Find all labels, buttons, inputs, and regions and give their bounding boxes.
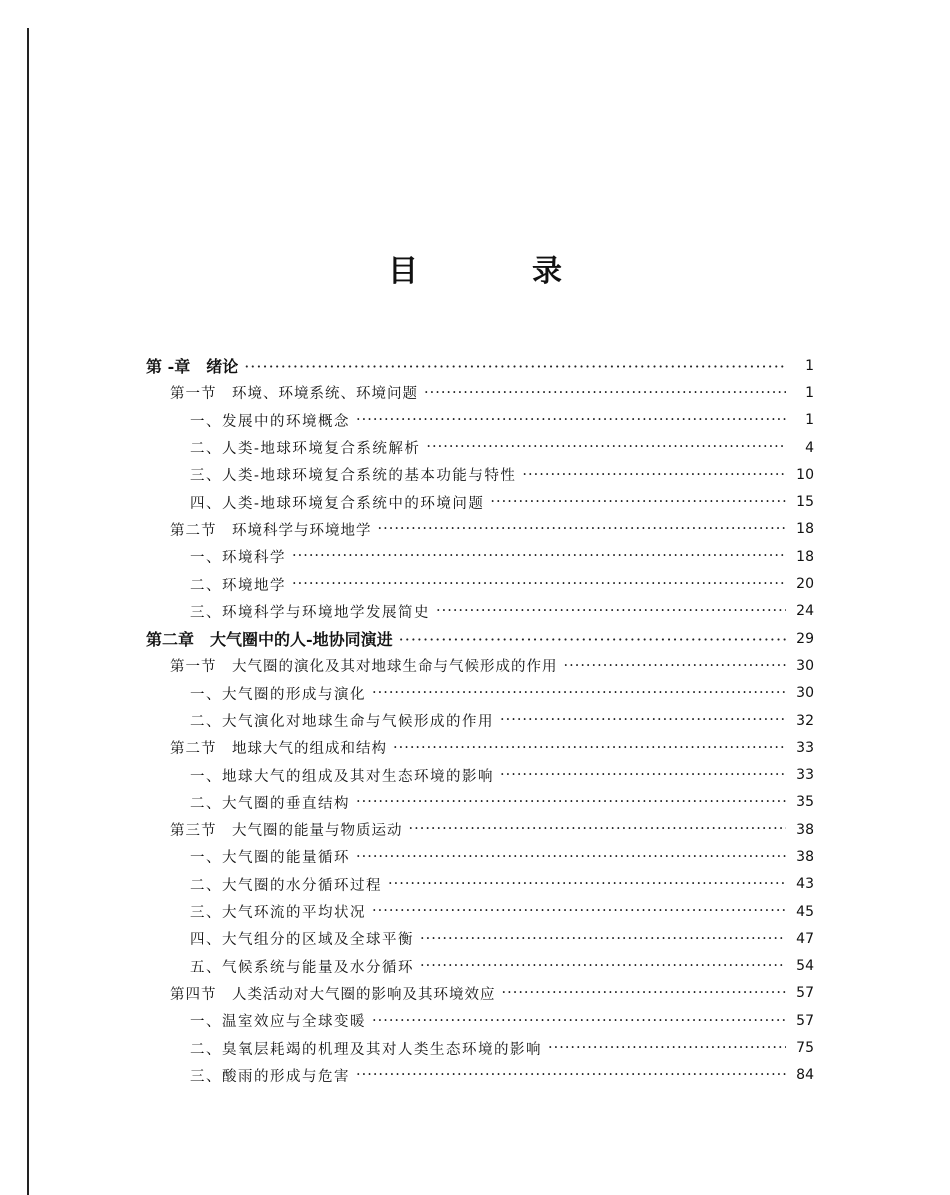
toc-entry-page-number: 33 xyxy=(796,767,814,784)
toc-entry-label: 第一节 环境、环境系统、环境问题 xyxy=(170,386,418,403)
toc-entry-page-number: 18 xyxy=(796,521,814,538)
toc-dot-leader xyxy=(388,877,786,892)
page-title-char-2: 录 xyxy=(532,254,562,290)
toc-entry-label: 二、大气圈的垂直结构 xyxy=(190,795,350,812)
toc-entry-label: 二、大气圈的水分循环过程 xyxy=(190,877,382,894)
toc-section-entry[interactable] xyxy=(146,652,814,679)
toc-entry-page-number: 45 xyxy=(796,903,814,920)
toc-subsection-entry[interactable] xyxy=(146,488,814,515)
toc-entry-label: 四、人类-地球环境复合系统中的环境问题 xyxy=(190,495,485,512)
toc-section-entry[interactable] xyxy=(146,379,814,406)
toc-entry-page-number: 57 xyxy=(796,1012,814,1029)
toc-dot-leader xyxy=(548,1041,786,1056)
toc-entry-page-number: 54 xyxy=(796,958,814,975)
toc-entry-page-number: 10 xyxy=(796,466,814,483)
toc-entry-page-number: 1 xyxy=(805,384,814,401)
toc-section-entry[interactable] xyxy=(146,516,814,543)
toc-entry-page-number: 35 xyxy=(796,794,814,811)
table-of-contents xyxy=(146,352,814,1089)
toc-entry-label: 三、酸雨的形成与危害 xyxy=(190,1068,350,1085)
toc-entry-label: 第一节 大气圈的演化及其对地球生命与气候形成的作用 xyxy=(170,659,558,676)
toc-dot-leader xyxy=(356,850,786,865)
toc-section-entry[interactable] xyxy=(146,980,814,1007)
toc-subsection-entry[interactable] xyxy=(146,953,814,980)
toc-entry-page-number: 1 xyxy=(805,412,814,429)
toc-dot-leader xyxy=(356,1068,786,1083)
toc-dot-leader xyxy=(372,1014,786,1029)
toc-subsection-entry[interactable] xyxy=(146,761,814,788)
toc-entry-label: 二、臭氧层耗竭的机理及其对人类生态环境的影响 xyxy=(190,1041,542,1058)
toc-dot-leader xyxy=(244,358,786,374)
toc-dot-leader xyxy=(424,386,786,401)
toc-entry-page-number: 43 xyxy=(796,876,814,893)
toc-subsection-entry[interactable] xyxy=(146,789,814,816)
toc-entry-label: 三、人类-地球环境复合系统的基本功能与特性 xyxy=(190,468,517,485)
toc-dot-leader xyxy=(522,468,786,483)
toc-entry-label: 第二章 大气圈中的人-地协同演进 xyxy=(146,630,393,650)
toc-dot-leader xyxy=(372,686,786,701)
toc-dot-leader xyxy=(420,959,786,974)
toc-dot-leader xyxy=(356,795,786,810)
toc-chapter-entry[interactable] xyxy=(146,625,814,652)
toc-dot-leader xyxy=(356,413,786,428)
toc-entry-page-number: 38 xyxy=(796,848,814,865)
toc-subsection-entry[interactable] xyxy=(146,543,814,570)
toc-dot-leader xyxy=(436,604,786,619)
toc-entry-label: 第二节 地球大气的组成和结构 xyxy=(170,741,387,758)
toc-entry-page-number: 47 xyxy=(796,930,814,947)
toc-dot-leader xyxy=(372,904,786,919)
toc-entry-page-number: 57 xyxy=(796,985,814,1002)
page-title xyxy=(0,246,950,290)
toc-dot-leader xyxy=(409,822,787,837)
toc-entry-label: 二、环境地学 xyxy=(190,577,286,594)
toc-entry-label: 第四节 人类活动对大气圈的影响及其环境效应 xyxy=(170,986,496,1003)
toc-entry-page-number: 30 xyxy=(796,685,814,702)
toc-entry-page-number: 20 xyxy=(796,576,814,593)
toc-dot-leader xyxy=(426,440,786,455)
toc-entry-page-number: 15 xyxy=(796,494,814,511)
toc-entry-label: 一、发展中的环境概念 xyxy=(190,413,350,430)
toc-entry-label: 一、大气圈的形成与演化 xyxy=(190,686,366,703)
toc-subsection-entry[interactable] xyxy=(146,1062,814,1089)
toc-subsection-entry[interactable] xyxy=(146,461,814,488)
toc-entry-label: 三、环境科学与环境地学发展简史 xyxy=(190,604,430,621)
toc-entry-label: 一、温室效应与全球变暖 xyxy=(190,1014,366,1031)
toc-entry-page-number: 30 xyxy=(796,657,814,674)
toc-entry-page-number: 84 xyxy=(796,1067,814,1084)
toc-entry-label: 二、大气演化对地球生命与气候形成的作用 xyxy=(190,714,494,730)
toc-dot-leader xyxy=(500,713,786,728)
toc-dot-leader xyxy=(490,495,786,510)
toc-entry-page-number: 18 xyxy=(796,548,814,565)
toc-subsection-entry[interactable] xyxy=(146,680,814,707)
toc-subsection-entry[interactable] xyxy=(146,570,814,597)
toc-entry-page-number: 38 xyxy=(796,821,814,838)
toc-entry-label: 第 -章 绪论 xyxy=(146,357,239,377)
toc-entry-label: 三、大气环流的平均状况 xyxy=(190,905,366,922)
toc-entry-label: 五、气候系统与能量及水分循环 xyxy=(190,959,414,976)
toc-entry-label: 一、地球大气的组成及其对生态环境的影响 xyxy=(190,768,494,785)
toc-dot-leader xyxy=(292,577,786,592)
toc-entry-label: 第三节 大气圈的能量与物质运动 xyxy=(170,823,403,840)
toc-entry-label: 四、大气组分的区域及全球平衡 xyxy=(190,932,414,949)
toc-entry-page-number: 4 xyxy=(805,439,814,456)
toc-subsection-entry[interactable] xyxy=(146,407,814,434)
toc-dot-leader xyxy=(500,768,786,783)
toc-entry-page-number: 29 xyxy=(796,630,814,647)
toc-entry-page-number: 75 xyxy=(796,1040,814,1057)
toc-subsection-entry[interactable] xyxy=(146,898,814,925)
toc-dot-leader xyxy=(399,631,786,647)
toc-dot-leader xyxy=(393,741,786,756)
toc-dot-leader xyxy=(420,932,786,947)
toc-subsection-entry[interactable] xyxy=(146,843,814,870)
toc-subsection-entry[interactable] xyxy=(146,598,814,625)
toc-entry-label: 第二节 环境科学与环境地学 xyxy=(170,522,372,539)
toc-dot-leader xyxy=(378,522,787,537)
toc-entry-label: 一、环境科学 xyxy=(190,550,286,567)
toc-entry-page-number: 32 xyxy=(796,712,814,729)
toc-section-entry[interactable] xyxy=(146,734,814,761)
toc-entry-page-number: 24 xyxy=(796,603,814,620)
toc-subsection-entry[interactable] xyxy=(146,1007,814,1034)
toc-entry-page-number: 33 xyxy=(796,739,814,756)
toc-subsection-entry[interactable] xyxy=(146,707,814,734)
toc-subsection-entry[interactable] xyxy=(146,925,814,952)
toc-dot-leader xyxy=(502,986,787,1001)
toc-dot-leader xyxy=(564,659,787,674)
toc-subsection-entry[interactable] xyxy=(146,434,814,461)
toc-entry-label: 一、大气圈的能量循环 xyxy=(190,850,350,867)
toc-subsection-entry[interactable] xyxy=(146,871,814,898)
binding-edge-line xyxy=(27,28,29,1195)
toc-subsection-entry[interactable] xyxy=(146,1034,814,1061)
page-title-char-1: 目 xyxy=(388,254,418,290)
toc-chapter-entry[interactable] xyxy=(146,352,814,379)
toc-entry-label: 二、人类-地球环境复合系统解析 xyxy=(190,441,421,458)
toc-entry-page-number: 1 xyxy=(805,357,814,374)
toc-dot-leader xyxy=(292,549,786,564)
toc-section-entry[interactable] xyxy=(146,816,814,843)
